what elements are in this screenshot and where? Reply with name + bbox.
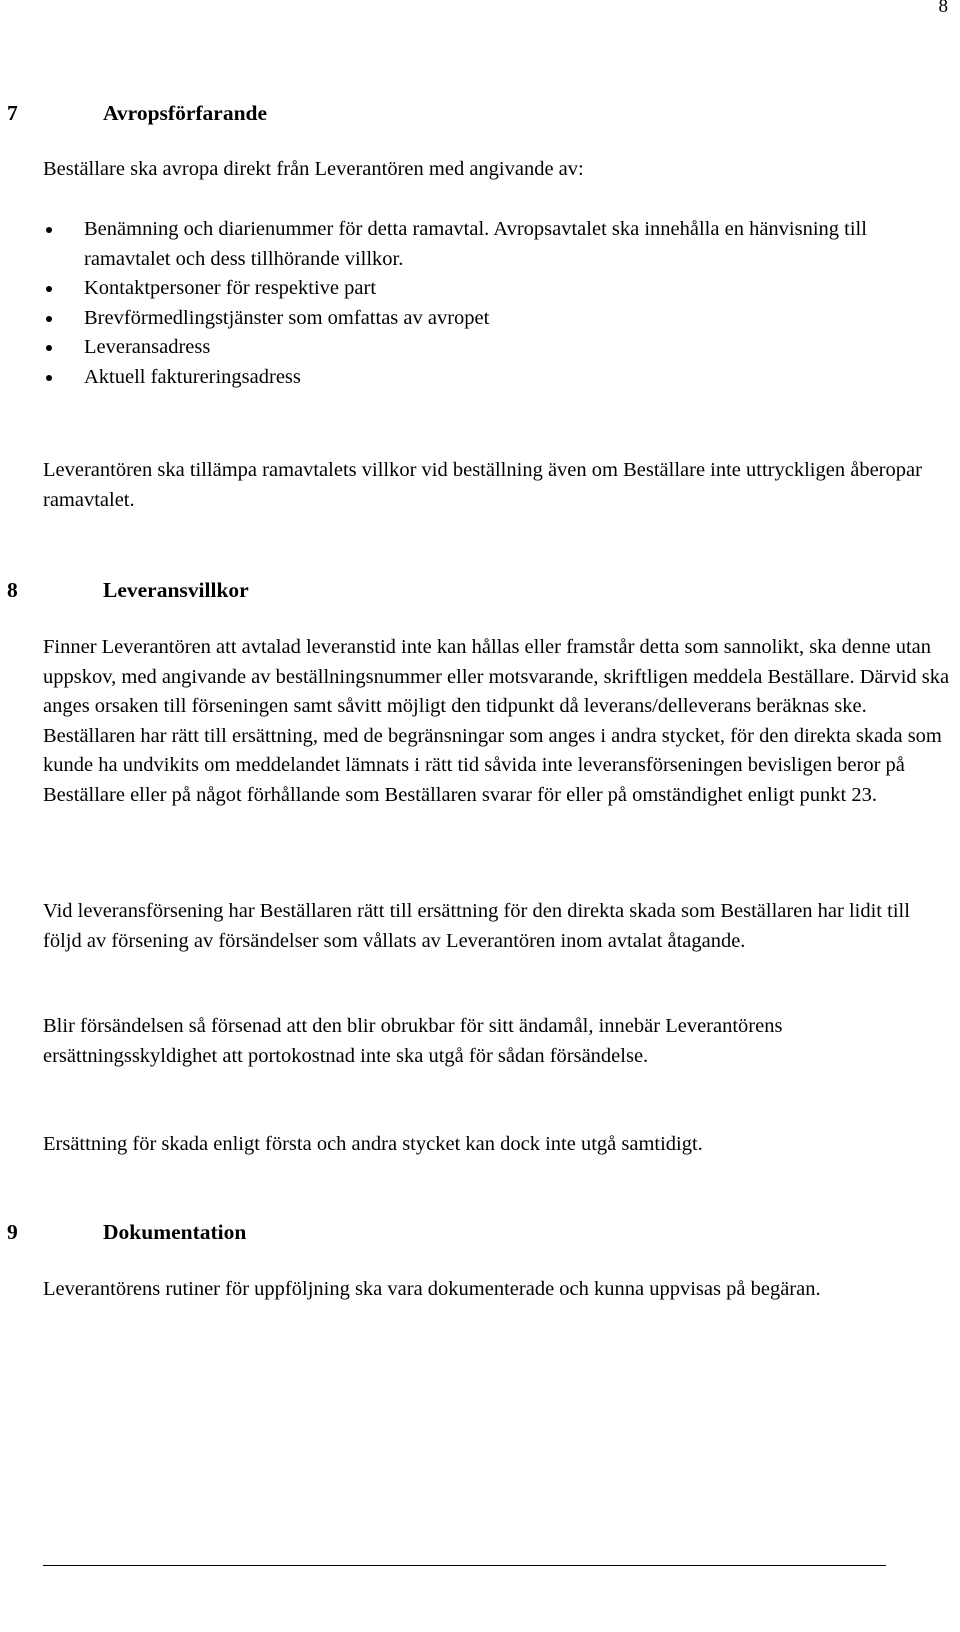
section-8-paragraph-1: Finner Leverantören att avtalad leveranstid inte kan hållas eller framstår detta som sannolikt, ska denne utan uppskov, med angivande av beställningsnummer eller motsvarande, skriftligen meddela Beställare. Därvid ska anges orsaken till förseningen samt såvitt möjligt den tidpunkt då leverans/delleverans beräknas ske. Beställaren har rätt till ersättning, med de begränsningar som anges i andra stycket, för den direkta skada som kunde ha undvikits om meddelandet lämnats i rätt tid såvida inte leveransförseningen bevisligen beror på Beställare eller på något förhållande som Beställaren svarar för eller på omständighet enligt punkt 23. bbox=[43, 636, 950, 806]
list-item-text: Aktuell faktureringsadress bbox=[84, 365, 301, 388]
list-item bbox=[0, 304, 910, 334]
bullet-icon bbox=[46, 286, 52, 292]
list-item-text: Kontaktpersoner för respektive part bbox=[84, 277, 377, 299]
section-title: Leveransvillkor bbox=[103, 578, 249, 602]
section-8-paragraph-2: Vid leveransförsening har Beställaren rätt till ersättning för den direkta skada som Beställaren har lidit till följd av försening av försändelser som vållats av Leverantören inom avtalat åtagande. bbox=[43, 900, 910, 952]
section-number: 9 bbox=[7, 1220, 18, 1244]
section-number: 8 bbox=[7, 578, 18, 602]
bullet-list bbox=[0, 215, 910, 392]
section-title: Avropsförfarande bbox=[103, 101, 268, 125]
list-item-text: Benämning och diarienummer för detta ramavtal. Avropsavtalet ska innehålla en hänvisning till ramavtalet och dess tillhörande villkor. bbox=[84, 218, 867, 270]
section-number: 7 bbox=[7, 101, 18, 125]
section-8-paragraph-4: Ersättning för skada enligt första och andra stycket kan dock inte utgå samtidigt. bbox=[43, 1133, 703, 1155]
bullet-icon bbox=[46, 227, 52, 233]
page-number: 8 bbox=[938, 0, 948, 17]
section-9-paragraph-1: Leverantörens rutiner för uppföljning ska vara dokumenterade och kunna uppvisas på begäran. bbox=[43, 1278, 821, 1300]
list-item-text: Brevförmedlingstjänster som omfattas av avropet bbox=[84, 306, 490, 329]
list-item bbox=[0, 333, 910, 363]
section-7-intro: Beställare ska avropa direkt från Leverantören med angivande av: bbox=[43, 158, 584, 180]
list-item bbox=[0, 363, 910, 393]
list-item bbox=[0, 274, 910, 304]
bullet-icon bbox=[46, 316, 52, 322]
section-title: Dokumentation bbox=[103, 1220, 247, 1244]
section-8-paragraph-3: Blir försändelsen så försenad att den blir obrukbar för sitt ändamål, innebär Leverantörens ersättningsskyldighet att portokostnad inte ska utgå för sådan försändelse. bbox=[43, 1015, 783, 1067]
bullet-icon bbox=[46, 345, 52, 351]
footer-rule bbox=[43, 1565, 886, 1566]
list-item-text: Leveransadress bbox=[84, 336, 211, 358]
bullet-icon bbox=[46, 375, 52, 381]
list-item bbox=[0, 215, 910, 274]
section-7-closing: Leverantören ska tillämpa ramavtalets villkor vid beställning även om Beställare inte uttryckligen åberopar ramavtalet. bbox=[43, 459, 922, 511]
